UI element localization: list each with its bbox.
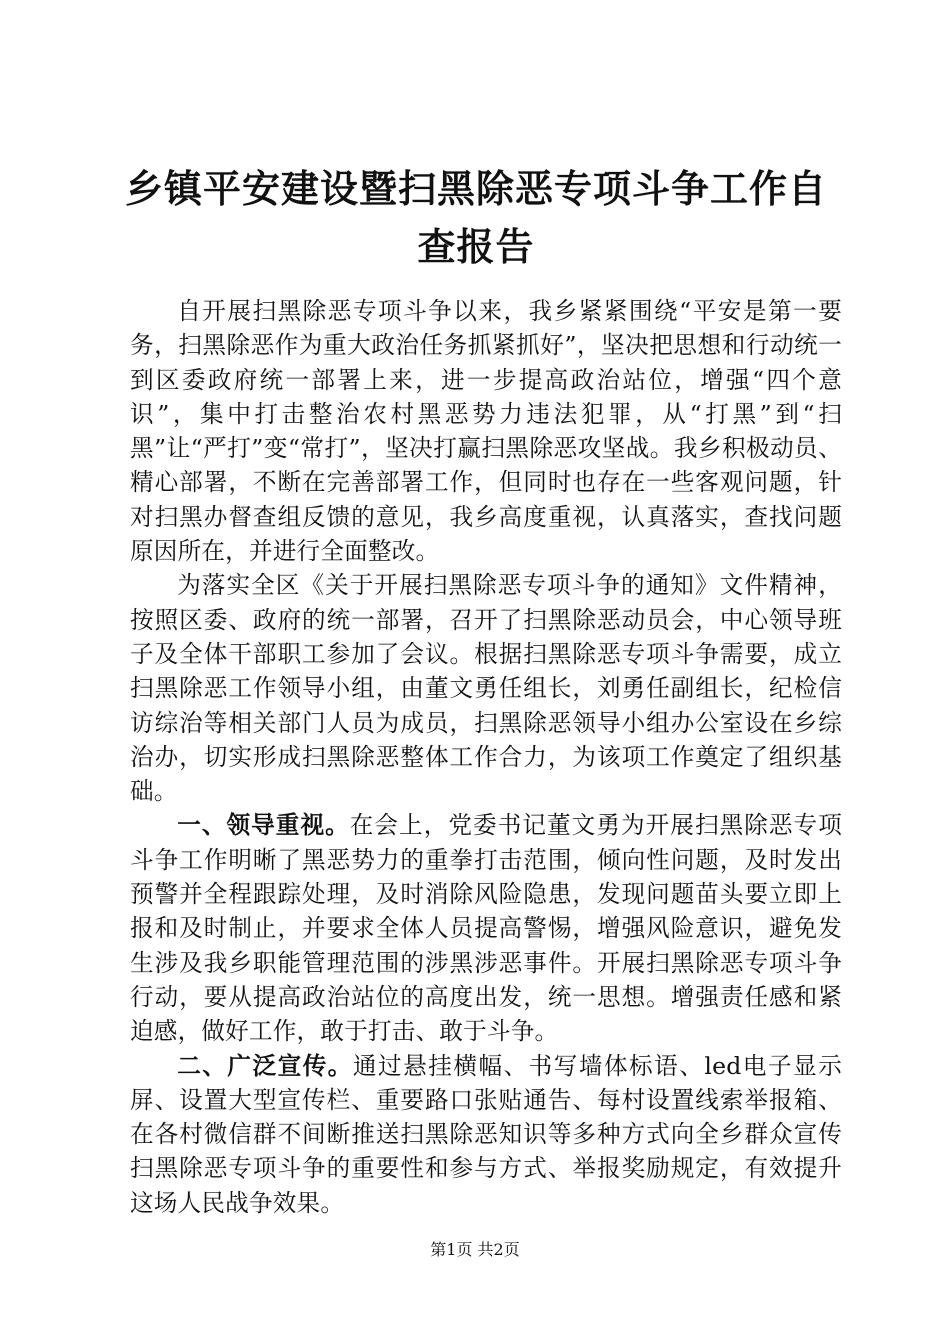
paragraph-intro — [130, 294, 842, 568]
section-heading: 一、领导重视。 — [177, 811, 350, 840]
document-body — [130, 294, 842, 1220]
paragraph-text: 为落实全区《关于开展扫黑除恶专项斗争的通知》文件精神，按照区委、政府的统一部署，召开了扫黑除恶动员会，中心领导班子及全体干部职工参加了会议。根据扫黑除恶专项斗争需要，成立扫黑除恶工作领导小组，由董文勇任组长，刘勇任副组长，纪检信访综治等相关部门人员为成员，扫黑除恶领导小组办公室设在乡综治办，切实形成扫黑除恶整体工作合力，为该项工作奠定了组织基础。 — [130, 571, 842, 806]
paragraph-text: 通过悬挂横幅、书写墙体标语、led电子显示屏、设置大型宣传栏、重要路口张贴通告、每村设置线索举报箱、在各村微信群不间断推送扫黑除恶知识等多种方式向全乡群众宣传扫黑除恶专项斗争的重要性和参与方式、举报奖励规定，有效提升这场人民战争效果。 — [130, 1051, 842, 1217]
paragraph-organization — [130, 568, 842, 808]
paragraph-publicity — [130, 1049, 842, 1220]
document-title: 乡镇平安建设暨扫黑除恶专项斗争工作自查报告 — [124, 166, 827, 269]
paragraph-leadership — [130, 808, 842, 1048]
section-heading: 二、广泛宣传。 — [177, 1051, 353, 1080]
page-number: 第1页 共2页 — [430, 1240, 520, 1259]
paragraph-text: 在会上，党委书记董文勇为开展扫黑除恶专项斗争工作明晰了黑恶势力的重拳打击范围，倾向性问题，及时发出预警并全程跟踪处理，及时消除风险隐患，发现问题苗头要立即上报和及时制止，并要求全体人员提高警惕，增强风险意识，避免发生涉及我乡职能管理范围的涉黑涉恶事件。开展扫黑除恶专项斗争行动，要从提高政治站位的高度出发，统一思想。增强责任感和紧迫感，做好工作，敢于打击、敢于斗争。 — [130, 811, 843, 1046]
paragraph-text: 自开展扫黑除恶专项斗争以来，我乡紧紧围绕“平安是第一要务，扫黑除恶作为重大政治任务抓紧抓好”，坚决把思想和行动统一到区委政府统一部署上来，进一步提高政治站位，增强“四个意识”，集中打击整治农村黑恶势力违法犯罪，从“打黑”到“扫黑”让“严打”变“常打”，坚决打赢扫黑除恶攻坚战。我乡积极动员、精心部署，不断在完善部署工作，但同时也存在一些客观问题，针对扫黑办督查组反馈的意见，我乡高度重视，认真落实，查找问题原因所在，并进行全面整改。 — [130, 297, 842, 566]
